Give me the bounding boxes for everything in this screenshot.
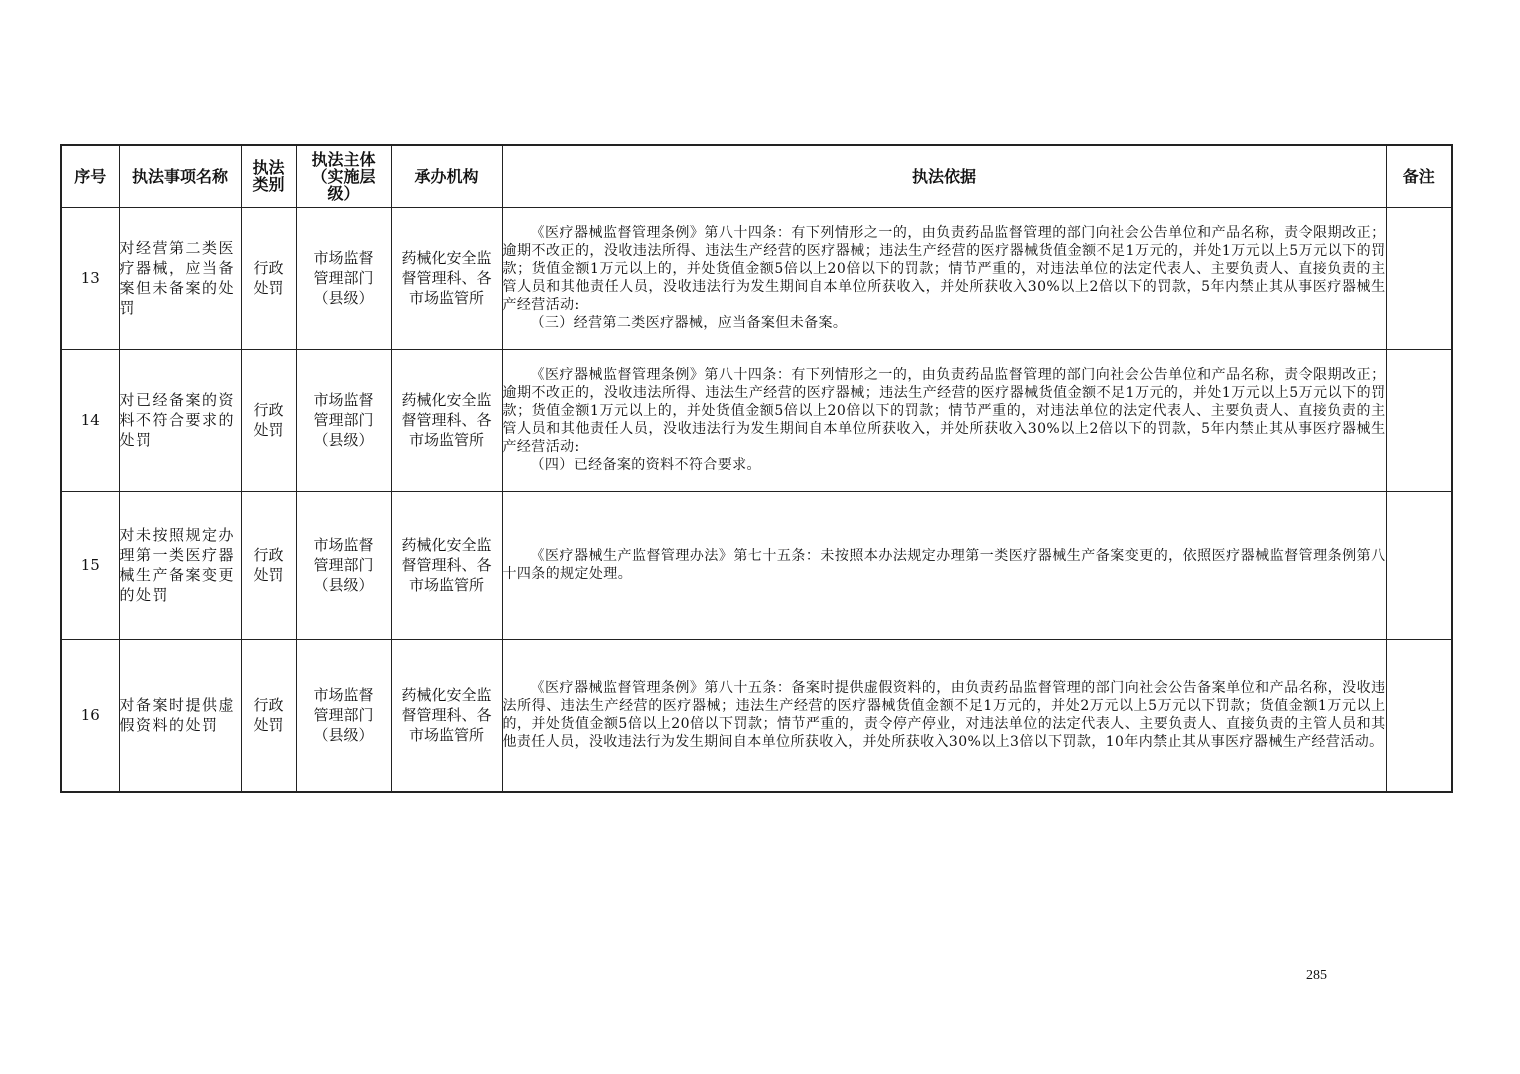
table-row <box>61 207 1452 349</box>
row-seq: 13 <box>61 207 119 349</box>
row-remark <box>1386 207 1452 349</box>
header-remark: 备注 <box>1386 145 1452 207</box>
row-subject: 市场监督管理部门（县级） <box>296 639 391 792</box>
table-row <box>61 349 1452 491</box>
row-basis <box>502 639 1386 792</box>
row-subject: 市场监督管理部门（县级） <box>296 207 391 349</box>
row-basis <box>502 349 1386 491</box>
header-category: 执法类别 <box>241 145 296 207</box>
row-category: 行政处罚 <box>241 491 296 639</box>
row-seq: 15 <box>61 491 119 639</box>
row-name: 对已经备案的资料不符合要求的处罚 <box>119 349 241 491</box>
header-name: 执法事项名称 <box>119 145 241 207</box>
row-category: 行政处罚 <box>241 349 296 491</box>
row-category: 行政处罚 <box>241 207 296 349</box>
basis-paragraph: 《医疗器械监督管理条例》第八十四条：有下列情形之一的，由负责药品监督管理的部门向社会公告单位和产品名称，责令限期改正；逾期不改正的，没收违法所得、违法生产经营的医疗器械；违法生产经营的医疗器械货值金额不足1万元的，并处1万元以上5万元以下的罚款；货值金额1万元以上的，并处货值金额5倍以上20倍以下的罚款；情节严重的，对违法单位的法定代表人、主要负责人、直接负责的主管人员和其他责任人员，没收违法行为发生期间自本单位所获收入，并处所获收入30%以上2倍以下的罚款，5年内禁止其从事医疗器械生产经营活动: <box>502 367 1386 455</box>
row-category: 行政处罚 <box>241 639 296 792</box>
row-org: 药械化安全监督管理科、各市场监管所 <box>391 639 502 792</box>
row-remark <box>1386 491 1452 639</box>
row-org: 药械化安全监督管理科、各市场监管所 <box>391 349 502 491</box>
page-number: 285 <box>1306 968 1327 983</box>
enforcement-table <box>60 144 1453 793</box>
basis-paragraph: 《医疗器械监督管理条例》第八十五条：备案时提供虚假资料的，由负责药品监督管理的部门向社会公告备案单位和产品名称，没收违法所得、违法生产经营的医疗器械；违法生产经营的医疗器械货值金额不足1万元的，并处2万元以上5万元以下罚款；货值金额1万元以上的，并处货值金额5倍以上20倍以下罚款；情节严重的，责令停产停业，对违法单位的法定代表人、主要负责人、直接负责的主管人员和其他责任人员，没收违法行为发生期间自本单位所获收入，并处所获收入30%以上3倍以下罚款，10年内禁止其从事医疗器械生产经营活动。 <box>502 680 1386 751</box>
basis-paragraph: （四）已经备案的资料不符合要求。 <box>530 457 761 473</box>
row-subject: 市场监督管理部门（县级） <box>296 491 391 639</box>
basis-paragraph: 《医疗器械监督管理条例》第八十四条：有下列情形之一的，由负责药品监督管理的部门向社会公告单位和产品名称，责令限期改正；逾期不改正的，没收违法所得、违法生产经营的医疗器械；违法生产经营的医疗器械货值金额不足1万元的，并处1万元以上5万元以下的罚款；货值金额1万元以上的，并处货值金额5倍以上20倍以下的罚款；情节严重的，对违法单位的法定代表人、主要负责人、直接负责的主管人员和其他责任人员，没收违法行为发生期间自本单位所获收入，并处所获收入30%以上2倍以下的罚款，5年内禁止其从事医疗器械生产经营活动: <box>502 225 1386 313</box>
header-basis: 执法依据 <box>502 145 1386 207</box>
basis-paragraph: （三）经营第二类医疗器械，应当备案但未备案。 <box>530 315 848 331</box>
row-basis <box>502 491 1386 639</box>
row-name: 对备案时提供虚假资料的处罚 <box>119 639 241 792</box>
row-org: 药械化安全监督管理科、各市场监管所 <box>391 491 502 639</box>
row-subject: 市场监督管理部门（县级） <box>296 349 391 491</box>
table-row <box>61 491 1452 639</box>
row-org: 药械化安全监督管理科、各市场监管所 <box>391 207 502 349</box>
row-basis <box>502 207 1386 349</box>
header-row <box>61 145 1452 207</box>
row-name: 对经营第二类医疗器械，应当备案但未备案的处罚 <box>119 207 241 349</box>
row-seq: 16 <box>61 639 119 792</box>
header-org: 承办机构 <box>391 145 502 207</box>
table-row <box>61 639 1452 792</box>
header-seq: 序号 <box>61 145 119 207</box>
row-remark <box>1386 639 1452 792</box>
basis-paragraph: 《医疗器械生产监督管理办法》第七十五条：未按照本办法规定办理第一类医疗器械生产备案变更的，依照医疗器械监督管理条例第八十四条的规定处理。 <box>502 548 1386 582</box>
header-subject: 执法主体（实施层级） <box>296 145 391 207</box>
row-seq: 14 <box>61 349 119 491</box>
row-name: 对未按照规定办理第一类医疗器械生产备案变更的处罚 <box>119 491 241 639</box>
row-remark <box>1386 349 1452 491</box>
